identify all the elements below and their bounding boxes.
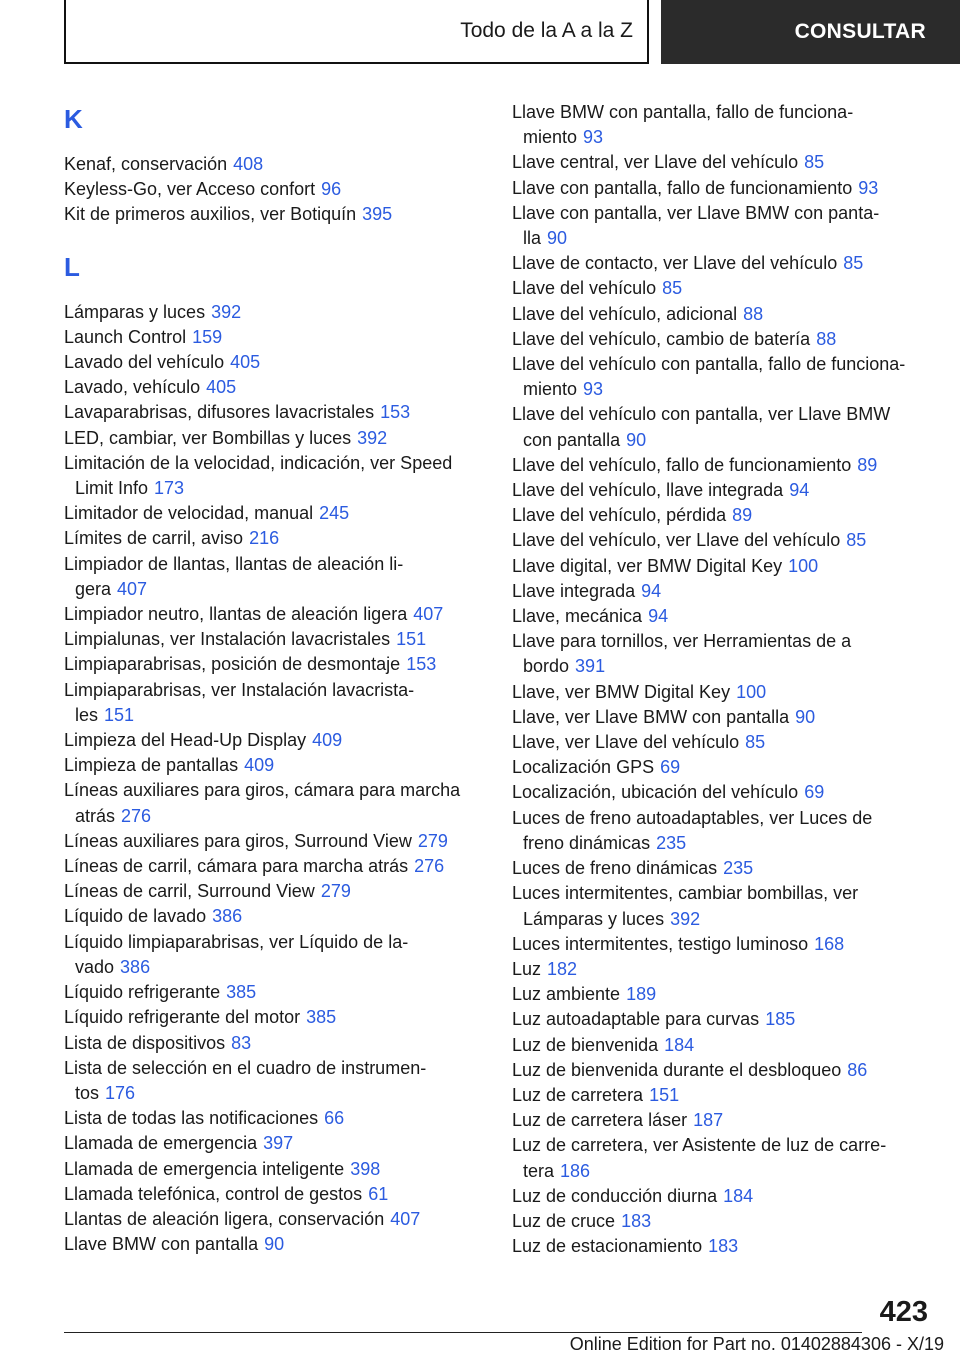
index-entry xyxy=(512,276,932,301)
index-entry xyxy=(512,201,932,251)
index-entry xyxy=(512,932,932,957)
index-entry xyxy=(64,501,484,526)
index-tab-label: Todo de la A a la Z xyxy=(460,19,633,42)
entry-term: Líquido refrigerante xyxy=(64,982,221,1003)
page-link[interactable]: 176 xyxy=(105,1082,136,1103)
page-link[interactable]: 100 xyxy=(788,555,819,576)
index-entry xyxy=(512,528,932,553)
entry-term: Limpieza de pantallas xyxy=(64,755,239,776)
entry-term: Llave, ver Llave del vehículo xyxy=(512,732,740,753)
entry-term: Llave del vehículo con pantalla, fallo de funciona- miento xyxy=(512,354,906,400)
index-entry xyxy=(512,1108,932,1133)
entry-term: Líneas auxiliares para giros, Surround View xyxy=(64,830,412,851)
page-link[interactable]: 153 xyxy=(406,654,437,675)
entry-term: Llave para tornillos, ver Herramientas de a bordo xyxy=(512,631,852,677)
index-entry xyxy=(512,1007,932,1032)
entry-term: Luz de carretera xyxy=(512,1084,644,1105)
letter-spacer xyxy=(64,286,484,300)
page-link[interactable]: 216 xyxy=(249,528,280,549)
entry-term: Limpiaparabrisas, posición de desmontaje xyxy=(64,654,401,675)
page-link[interactable]: 69 xyxy=(660,757,681,778)
index-entry xyxy=(64,1232,484,1257)
page-link[interactable]: 392 xyxy=(211,301,242,322)
page-link[interactable]: 385 xyxy=(226,982,257,1003)
entry-term: Lavado, vehículo xyxy=(64,377,201,398)
page-link[interactable]: 409 xyxy=(312,730,343,751)
page-link[interactable]: 88 xyxy=(816,328,837,349)
page-link[interactable]: 85 xyxy=(843,253,864,274)
index-entry xyxy=(64,426,484,451)
index-entry xyxy=(64,375,484,400)
entry-term: Luz de carretera, ver Asistente de luz de carre- tera xyxy=(512,1135,887,1181)
index-entry xyxy=(64,177,484,202)
page-link[interactable]: 85 xyxy=(804,152,825,173)
index-entry xyxy=(512,1083,932,1108)
consult-button-label: CONSULTAR xyxy=(794,20,926,43)
index-entry xyxy=(512,579,932,604)
index-entry xyxy=(64,152,484,177)
entry-term: Lista de todas las notificaciones xyxy=(64,1108,319,1129)
page-link[interactable]: 391 xyxy=(575,656,606,677)
index-entry xyxy=(64,1106,484,1131)
entry-term: LED, cambiar, ver Bombillas y luces xyxy=(64,427,352,448)
entry-term: Llave del vehículo, adicional xyxy=(512,303,738,324)
page-link[interactable]: 94 xyxy=(789,480,810,501)
page-link[interactable]: 90 xyxy=(264,1234,285,1255)
index-entry xyxy=(512,957,932,982)
entry-term: Localización GPS xyxy=(512,757,655,778)
page-link[interactable]: 151 xyxy=(396,629,427,650)
page-link[interactable]: 189 xyxy=(626,984,657,1005)
page-link[interactable]: 235 xyxy=(656,832,687,853)
entry-term: Llamada de emergencia inteligente xyxy=(64,1158,345,1179)
index-entry xyxy=(64,300,484,325)
page-number: 423 xyxy=(879,1296,928,1328)
index-entry xyxy=(512,629,932,679)
entry-term: Líquido refrigerante del motor xyxy=(64,1007,301,1028)
index-entry xyxy=(512,503,932,528)
page-link[interactable]: 183 xyxy=(708,1236,739,1257)
page-link[interactable]: 385 xyxy=(306,1007,337,1028)
entry-term: Líquido de lavado xyxy=(64,906,207,927)
page-link[interactable]: 85 xyxy=(846,530,867,551)
index-entry xyxy=(512,780,932,805)
page-link[interactable]: 153 xyxy=(380,402,411,423)
index-entry xyxy=(512,150,932,175)
index-entry xyxy=(64,1131,484,1156)
entry-term: Llave del vehículo, ver Llave del vehículo xyxy=(512,530,841,551)
index-entry xyxy=(512,982,932,1007)
entry-term: Líneas de carril, cámara para marcha atrás xyxy=(64,856,409,877)
page-link[interactable]: 89 xyxy=(732,505,753,526)
page-link[interactable]: 187 xyxy=(693,1110,724,1131)
page-link[interactable]: 83 xyxy=(231,1032,252,1053)
index-column-left xyxy=(64,100,484,1257)
entry-term: Limitador de velocidad, manual xyxy=(64,503,314,524)
page-link[interactable]: 94 xyxy=(648,606,669,627)
entry-term: Llave, mecánica xyxy=(512,606,643,627)
entry-term: Limitación de la velocidad, indicación, ver Speed Limit Info xyxy=(64,452,453,499)
letter-spacer xyxy=(64,138,484,152)
entry-term: Llave central, ver Llave del vehículo xyxy=(512,152,799,173)
entry-term: Luz de cruce xyxy=(512,1210,616,1231)
index-entry xyxy=(512,1033,932,1058)
entry-term: Limpieza del Head-Up Display xyxy=(64,730,307,751)
entry-term: Límites de carril, aviso xyxy=(64,528,244,549)
index-entry xyxy=(64,451,484,501)
page-link[interactable]: 86 xyxy=(847,1059,868,1080)
index-entry xyxy=(512,478,932,503)
consult-button[interactable] xyxy=(661,0,960,64)
page-link[interactable]: 409 xyxy=(244,755,275,776)
entry-term: Limpiaparabrisas, ver Instalación lavacrista- les xyxy=(64,679,415,725)
entry-term: Limpiador de llantas, llantas de aleación li- gera xyxy=(64,553,404,599)
page-link[interactable]: 279 xyxy=(320,881,351,902)
index-entry xyxy=(64,1056,484,1106)
page-link[interactable]: 184 xyxy=(664,1034,695,1055)
entry-term: Llave, ver BMW Digital Key xyxy=(512,681,731,702)
entry-term: Llave del vehículo, llave integrada xyxy=(512,480,784,501)
entry-term: Luces intermitentes, testigo luminoso xyxy=(512,933,809,954)
entry-term: Luz de carretera láser xyxy=(512,1110,688,1131)
page-link[interactable]: 88 xyxy=(743,303,764,324)
page-link[interactable]: 151 xyxy=(649,1084,680,1105)
index-entry xyxy=(512,680,932,705)
entry-term: Keyless-Go, ver Acceso confort xyxy=(64,179,316,200)
page-link[interactable]: 407 xyxy=(390,1208,421,1229)
page-link[interactable]: 89 xyxy=(857,454,878,475)
entry-term: Llave integrada xyxy=(512,580,636,601)
page-link[interactable]: 392 xyxy=(357,427,388,448)
index-entry xyxy=(64,829,484,854)
entry-term: Kit de primeros auxilios, ver Botiquín xyxy=(64,204,357,225)
entry-term: Limpiador neutro, llantas de aleación ligera xyxy=(64,604,408,625)
entry-term: Líneas de carril, Surround View xyxy=(64,881,315,902)
index-column-right xyxy=(512,100,932,1259)
page-link[interactable]: 85 xyxy=(745,732,766,753)
page-link[interactable]: 245 xyxy=(319,503,350,524)
index-entry xyxy=(64,1182,484,1207)
page-link[interactable]: 386 xyxy=(120,956,151,977)
index-entry xyxy=(512,881,932,931)
page-link[interactable]: 93 xyxy=(858,177,879,198)
index-entry xyxy=(64,854,484,879)
entry-term: Llave del vehículo, fallo de funcionamiento xyxy=(512,454,852,475)
page-link[interactable]: 397 xyxy=(263,1133,294,1154)
page-link[interactable]: 90 xyxy=(626,429,647,450)
index-entry xyxy=(512,251,932,276)
page-link[interactable]: 96 xyxy=(321,179,342,200)
entry-term: Llave del vehículo con pantalla, ver Llave BMW con pantalla xyxy=(512,404,891,450)
entry-term: Luz de bienvenida xyxy=(512,1034,659,1055)
index-entry xyxy=(512,1058,932,1083)
page-link[interactable]: 151 xyxy=(104,704,135,725)
entry-term: Luces de freno autoadaptables, ver Luces de freno dinámicas xyxy=(512,807,873,853)
index-entry xyxy=(512,100,932,150)
page-link[interactable]: 276 xyxy=(121,805,152,826)
entry-term: Lavado del vehículo xyxy=(64,352,225,373)
page-link[interactable]: 61 xyxy=(368,1183,389,1204)
entry-term: Llave del vehículo, pérdida xyxy=(512,505,727,526)
entry-term: Luz de conducción diurna xyxy=(512,1185,718,1206)
index-entry xyxy=(64,930,484,980)
page-link[interactable]: 279 xyxy=(417,830,448,851)
index-entry xyxy=(512,176,932,201)
page-link[interactable]: 392 xyxy=(670,908,701,929)
entry-term: Llave del vehículo, cambio de batería xyxy=(512,328,811,349)
index-entry xyxy=(512,856,932,881)
entry-term: Localización, ubicación del vehículo xyxy=(512,782,799,803)
entry-term: Llave con pantalla, fallo de funcionamiento xyxy=(512,177,853,198)
index-entry xyxy=(512,604,932,629)
index-entry xyxy=(512,730,932,755)
entry-term: Luz ambiente xyxy=(512,984,621,1005)
index-entry xyxy=(64,627,484,652)
index-entry xyxy=(512,1133,932,1183)
index-entry xyxy=(512,1184,932,1209)
index-entry xyxy=(64,325,484,350)
page-link[interactable]: 93 xyxy=(583,379,604,400)
index-entry xyxy=(512,302,932,327)
entry-term: Lavaparabrisas, difusores lavacristales xyxy=(64,402,375,423)
index-entry xyxy=(512,402,932,452)
entry-term: Luz de estacionamiento xyxy=(512,1236,703,1257)
entry-term: Launch Control xyxy=(64,326,187,347)
index-entry xyxy=(64,602,484,627)
entry-term: Luces de freno dinámicas xyxy=(512,858,718,879)
page-link[interactable]: 407 xyxy=(413,604,444,625)
footer-divider xyxy=(64,1332,862,1333)
entry-term: Llave con pantalla, ver Llave BMW con panta- lla xyxy=(512,202,880,249)
entry-term: Luces intermitentes, cambiar bombillas, ver Lámparas y luces xyxy=(512,883,859,929)
page-link[interactable]: 395 xyxy=(362,204,393,225)
page-link[interactable]: 184 xyxy=(723,1185,754,1206)
index-entry xyxy=(64,980,484,1005)
index-entry xyxy=(512,554,932,579)
index-entry xyxy=(512,453,932,478)
entry-term: Limpialunas, ver Instalación lavacristales xyxy=(64,629,391,650)
section-letter: K xyxy=(64,104,83,134)
page-link[interactable]: 93 xyxy=(583,127,604,148)
page-link[interactable]: 159 xyxy=(192,326,223,347)
entry-term: Luz de bienvenida durante el desbloqueo xyxy=(512,1059,842,1080)
index-entry xyxy=(512,327,932,352)
page-link[interactable]: 408 xyxy=(233,154,264,174)
entry-term: Llave, ver Llave BMW con pantalla xyxy=(512,706,790,727)
index-entry xyxy=(64,526,484,551)
index-entry xyxy=(64,778,484,828)
index-entry xyxy=(512,352,932,402)
index-entry xyxy=(64,879,484,904)
entry-term: Líquido limpiaparabrisas, ver Líquido de la- vado xyxy=(64,931,409,977)
index-tab[interactable] xyxy=(64,0,649,64)
page-link[interactable]: 168 xyxy=(814,933,845,954)
section-letter: L xyxy=(64,251,80,282)
index-entry xyxy=(64,1207,484,1232)
index-entry xyxy=(512,806,932,856)
entry-term: Llave BMW con pantalla, fallo de funciona- miento xyxy=(512,102,854,148)
index-entry xyxy=(64,728,484,753)
index-entry xyxy=(64,1157,484,1182)
index-entry xyxy=(64,552,484,602)
index-entry xyxy=(64,400,484,425)
entry-term: Lámparas y luces xyxy=(64,301,206,322)
entry-term: Llave digital, ver BMW Digital Key xyxy=(512,555,783,576)
index-entry xyxy=(64,678,484,728)
page-link[interactable]: 405 xyxy=(206,377,237,398)
page-link[interactable]: 69 xyxy=(804,782,825,803)
index-entry xyxy=(64,1005,484,1030)
page-link[interactable]: 407 xyxy=(117,578,148,599)
entry-term: Llamada de emergencia xyxy=(64,1133,258,1154)
page-link[interactable]: 276 xyxy=(414,856,445,877)
page-link[interactable]: 185 xyxy=(765,1009,796,1030)
page-link[interactable]: 100 xyxy=(736,681,767,702)
page-link[interactable]: 85 xyxy=(662,278,683,299)
entry-term: Líneas auxiliares para giros, cámara para marcha atrás xyxy=(64,780,461,826)
page-link[interactable]: 398 xyxy=(350,1158,381,1179)
page-link[interactable]: 66 xyxy=(324,1108,345,1129)
page-link[interactable]: 183 xyxy=(621,1210,652,1231)
entry-term: Llave BMW con pantalla xyxy=(64,1234,259,1255)
index-entry xyxy=(64,904,484,929)
index-entry xyxy=(512,1234,932,1259)
entry-term: Luz autoadaptable para curvas xyxy=(512,1009,760,1030)
page-link[interactable]: 405 xyxy=(230,352,261,373)
entry-term: Lista de dispositivos xyxy=(64,1032,226,1053)
page-link[interactable]: 90 xyxy=(795,706,816,727)
entry-term: Lista de selección en el cuadro de instrumen- tos xyxy=(64,1057,427,1103)
entry-term: Llave del vehículo xyxy=(512,278,657,299)
entry-term: Luz xyxy=(512,958,542,979)
index-entry xyxy=(512,1209,932,1234)
page-link[interactable]: 173 xyxy=(154,478,185,499)
entry-term: Kenaf, conservación xyxy=(64,154,228,174)
footer-edition: Online Edition for Part no. 01402884306 - X/19 xyxy=(569,1334,944,1354)
index-entry xyxy=(64,350,484,375)
page-link[interactable]: 182 xyxy=(547,958,578,979)
page-link[interactable]: 186 xyxy=(560,1160,591,1181)
entry-term: Llave de contacto, ver Llave del vehículo xyxy=(512,253,838,274)
index-entry xyxy=(64,1031,484,1056)
index-entry xyxy=(512,755,932,780)
entry-term: Llantas de aleación ligera, conservación xyxy=(64,1208,385,1229)
index-entry xyxy=(64,202,484,227)
index-entry xyxy=(64,753,484,778)
index-entry xyxy=(64,652,484,677)
section-spacer xyxy=(64,228,484,248)
entry-term: Llamada telefónica, control de gestos xyxy=(64,1183,363,1204)
page-link[interactable]: 90 xyxy=(547,228,568,249)
page-link[interactable]: 235 xyxy=(723,858,754,879)
index-entry xyxy=(512,705,932,730)
page-link[interactable]: 386 xyxy=(212,906,243,927)
page-link[interactable]: 94 xyxy=(641,580,662,601)
